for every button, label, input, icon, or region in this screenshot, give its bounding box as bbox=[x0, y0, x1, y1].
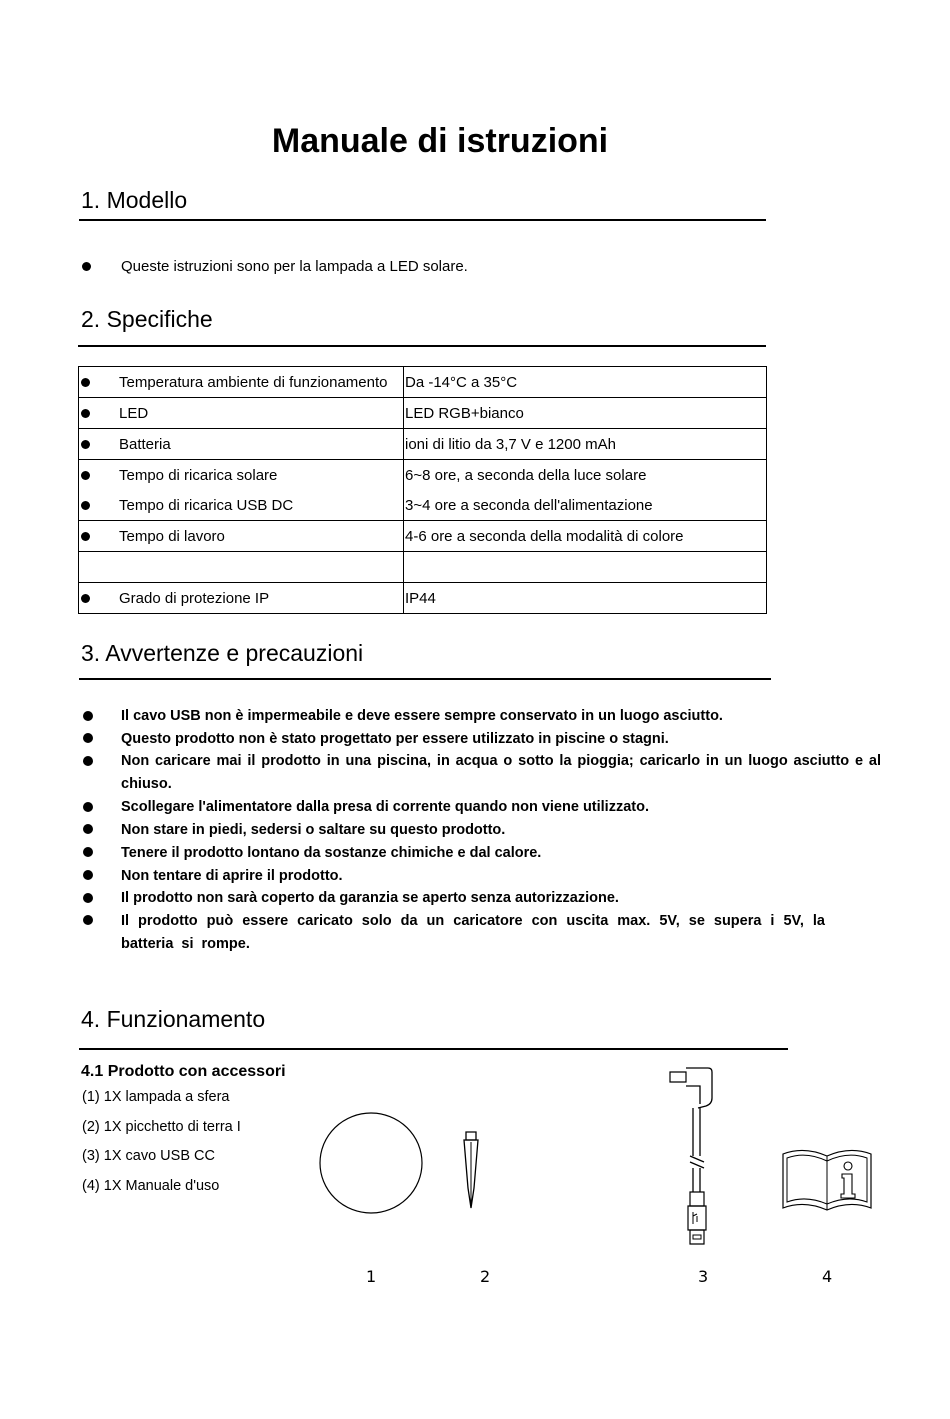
spec-value: IP44 bbox=[405, 589, 436, 607]
section-4-rule bbox=[79, 1048, 788, 1050]
spec-row bbox=[79, 367, 767, 398]
spec-row bbox=[79, 583, 767, 614]
figure-number: 1 bbox=[366, 1267, 377, 1286]
usb-cable-icon bbox=[664, 1064, 720, 1250]
spec-label: Batteria bbox=[119, 435, 171, 453]
warning-item: Il cavo USB non è impermeabile e deve essere sempre conservato in un luogo asciutto. bbox=[121, 708, 723, 724]
spec-row bbox=[79, 460, 767, 521]
section-1-heading: 1. Modello bbox=[81, 187, 188, 213]
section-4-heading: 4. Funzionamento bbox=[81, 1006, 266, 1032]
spec-value: ioni di litio da 3,7 V e 1200 mAh bbox=[405, 435, 616, 453]
spec-value: 4-6 ore a seconda della modalità di colore bbox=[405, 527, 684, 545]
warning-item: Il prodotto può essere caricato solo da un caricatore con uscita max. 5V, se supera i 5V, la batteria si rompe. bbox=[121, 913, 825, 952]
spec-row bbox=[79, 429, 767, 460]
warning-item: Non stare in piedi, sedersi o saltare su questo prodotto. bbox=[121, 822, 506, 838]
accessory-item: (3) 1X cavo USB CC bbox=[82, 1148, 215, 1164]
warning-item: Questo prodotto non è stato progettato per essere utilizzato in piscine o stagni. bbox=[121, 731, 669, 747]
spec-value: 3~4 ore a seconda dell'alimentazione bbox=[405, 496, 653, 514]
spec-label: LED bbox=[119, 404, 149, 422]
sphere-lamp-icon bbox=[316, 1110, 426, 1216]
section-1-rule bbox=[79, 219, 766, 221]
figure-number: 3 bbox=[698, 1267, 709, 1286]
manual-book-icon bbox=[780, 1144, 874, 1214]
accessory-item: (2) 1X picchetto di terra I bbox=[82, 1119, 241, 1135]
bullet bbox=[81, 440, 90, 449]
warning-item: Non tentare di aprire il prodotto. bbox=[121, 868, 343, 884]
section-4-subheading: 4.1 Prodotto con accessori bbox=[81, 1063, 286, 1080]
page-title: Manuale di istruzioni bbox=[271, 122, 609, 160]
section-2-heading: 2. Specifiche bbox=[81, 306, 213, 332]
spec-label: Tempo di lavoro bbox=[119, 527, 225, 545]
spec-label: Tempo di ricarica USB DC bbox=[119, 496, 294, 514]
figure-number: 4 bbox=[822, 1267, 833, 1286]
spec-row bbox=[79, 398, 767, 429]
bullet bbox=[83, 893, 93, 903]
model-text: Queste istruzioni sono per la lampada a LED solare. bbox=[121, 258, 468, 275]
section-3-rule bbox=[79, 678, 771, 680]
ground-stake-icon bbox=[458, 1130, 484, 1212]
bullet bbox=[81, 594, 90, 603]
bullet bbox=[83, 733, 93, 743]
spec-value: LED RGB+bianco bbox=[405, 404, 524, 422]
figure-number: 2 bbox=[480, 1267, 491, 1286]
warning-item: Non caricare mai il prodotto in una piscina, in acqua o sotto la pioggia; caricarlo in un luogo asciutto e al chiuso. bbox=[121, 753, 881, 792]
accessory-item: (4) 1X Manuale d'uso bbox=[82, 1178, 220, 1194]
spec-label: Temperatura ambiente di funzionamento bbox=[119, 373, 388, 391]
section-3-heading: 3. Avvertenze e precauzioni bbox=[81, 640, 364, 666]
warning-item: Tenere il prodotto lontano da sostanze chimiche e dal calore. bbox=[121, 845, 542, 861]
bullet bbox=[83, 847, 93, 857]
bullet bbox=[83, 915, 93, 925]
bullet bbox=[83, 802, 93, 812]
bullet bbox=[82, 262, 91, 271]
bullet bbox=[81, 532, 90, 541]
spec-row bbox=[79, 521, 767, 552]
bullet bbox=[81, 471, 90, 480]
bullet bbox=[83, 711, 93, 721]
bullet bbox=[83, 756, 93, 766]
bullet bbox=[81, 409, 90, 418]
spec-value: 6~8 ore, a seconda della luce solare bbox=[405, 466, 647, 484]
spec-row-empty bbox=[79, 552, 767, 583]
bullet bbox=[81, 378, 90, 387]
warning-item: Scollegare l'alimentatore dalla presa di corrente quando non viene utilizzato. bbox=[121, 799, 649, 815]
bullet bbox=[83, 870, 93, 880]
accessory-item: (1) 1X lampada a sfera bbox=[82, 1089, 230, 1105]
specs-table bbox=[78, 366, 767, 614]
bullet bbox=[83, 824, 93, 834]
spec-label: Tempo di ricarica solare bbox=[119, 466, 278, 484]
spec-label: Grado di protezione IP bbox=[119, 589, 270, 607]
bullet bbox=[81, 501, 90, 510]
spec-value: Da -14°C a 35°C bbox=[405, 373, 518, 391]
warning-item: Il prodotto non sarà coperto da garanzia se aperto senza autorizzazione. bbox=[121, 890, 619, 906]
section-2-rule bbox=[78, 345, 766, 347]
